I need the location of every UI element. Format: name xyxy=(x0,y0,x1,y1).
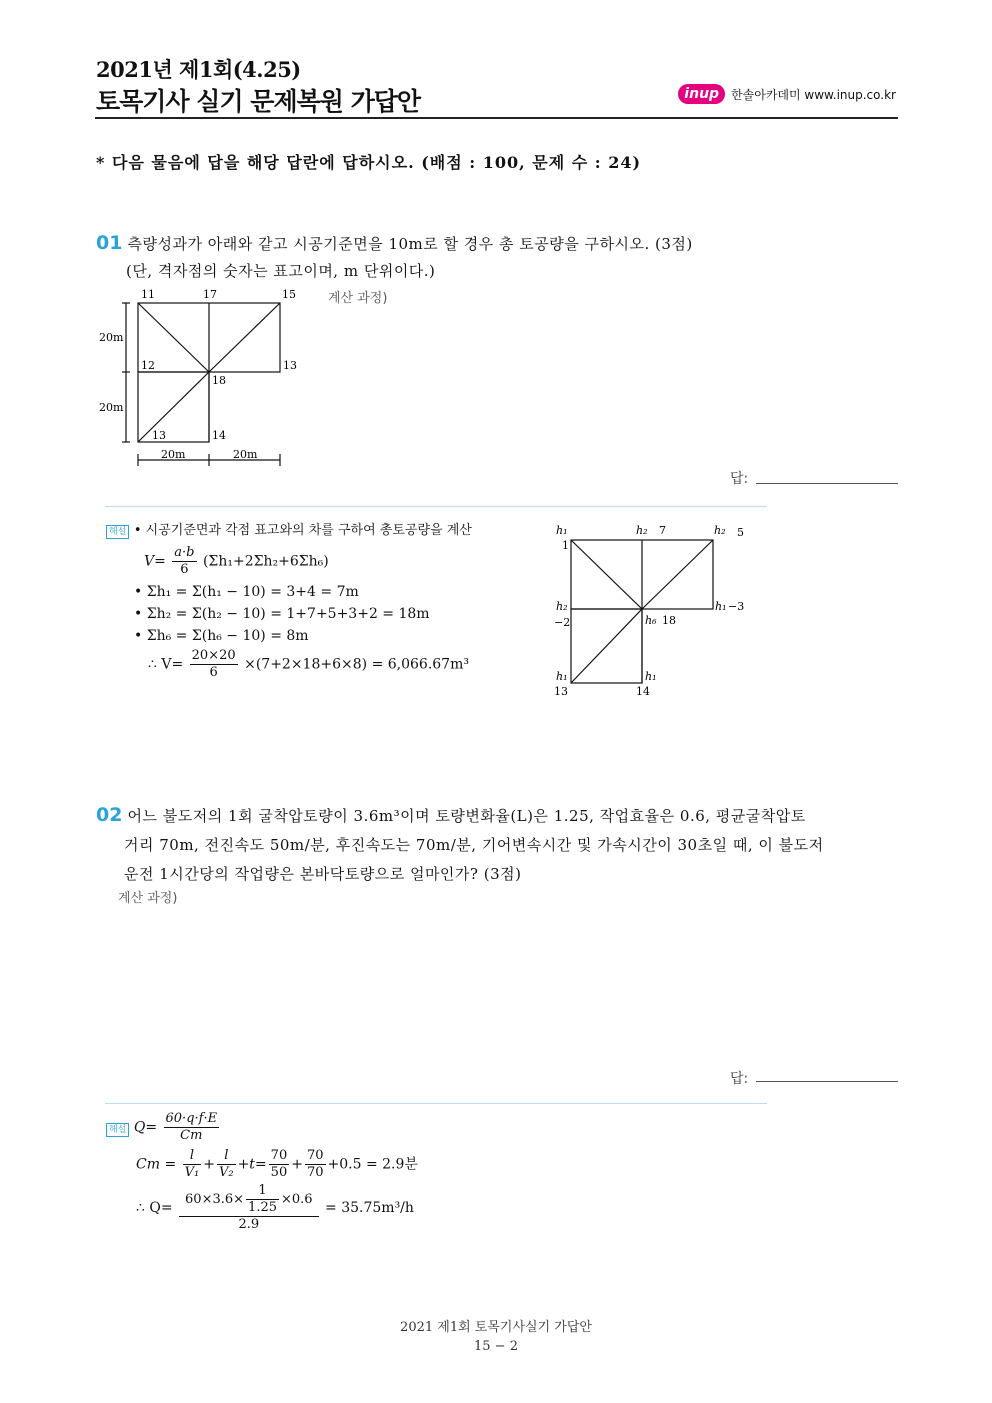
height-label: 15 xyxy=(282,288,296,301)
result-rhs: ×(7+2×18+6×8) = 6,066.67m³ xyxy=(244,656,469,673)
cm-den: V₂ xyxy=(218,1165,234,1180)
answer-blank[interactable] xyxy=(756,1081,898,1082)
fig-label: 1 xyxy=(562,539,569,552)
height-label: 18 xyxy=(212,374,226,387)
formula-den: 6 xyxy=(180,562,189,577)
cm-result: +0.5 = 2.9분 xyxy=(327,1156,418,1173)
inner-den: 1.25 xyxy=(248,1200,277,1215)
height-label: 17 xyxy=(203,288,217,301)
question-number: 01 xyxy=(96,232,123,254)
formula-rhs: (Σh₁+2Σh₂+6Σh₆) xyxy=(202,553,329,570)
header-divider xyxy=(95,117,898,119)
height-label: 11 xyxy=(141,288,155,301)
q1-grid-figure xyxy=(95,284,310,469)
question-2 xyxy=(96,802,906,889)
question-text: 어느 불도저의 1회 굴착압토량이 3.6m³이며 토량변화율(L)은 1.25, 작업효율은 0.6, 평균굴착압토 xyxy=(127,807,806,825)
cm-num: 70 xyxy=(270,1148,288,1163)
q1-solution xyxy=(106,519,546,681)
footer-title: 2021 제1회 토목기사실기 가답안 xyxy=(400,1320,592,1335)
fig-label: 7 xyxy=(659,524,666,537)
result-num-b: ×0.6 xyxy=(281,1192,313,1207)
cm-num: 70 xyxy=(306,1148,324,1163)
dimension-label: 20m xyxy=(233,448,258,461)
question-text: 운전 1시간당의 작업량은 본바닥토량으로 얼마인가? (3점) xyxy=(124,865,522,883)
formula-num: a·b xyxy=(174,545,195,560)
cm-den: 50 xyxy=(270,1165,288,1180)
instructions: * 다음 물음에 답을 해당 답란에 답하시오. (배점 : 100, 문제 수 : 24) xyxy=(96,153,642,172)
q-num: 60·q·f·E xyxy=(165,1111,218,1126)
cm-den: V₁ xyxy=(184,1165,200,1180)
cm-fraction xyxy=(305,1148,326,1181)
result-rhs: = 35.75m³/h xyxy=(325,1200,414,1216)
dimension-label: 20m xyxy=(161,448,186,461)
question-text: 측량성과가 아래와 같고 시공기준면을 10m로 할 경우 총 토공량을 구하시오. (3점) xyxy=(127,235,693,253)
fig-label: 14 xyxy=(636,685,650,698)
inner-num: 1 xyxy=(246,1183,279,1200)
page-number: 15 − 2 xyxy=(474,1339,518,1354)
fig-label: −2 xyxy=(554,616,571,629)
cm-lhs: Cm = xyxy=(136,1156,177,1173)
result-lhs: ∴ Q= xyxy=(136,1200,173,1216)
height-label: 13 xyxy=(283,359,297,372)
solution-badge: 해설 xyxy=(106,525,129,539)
q-fraction xyxy=(164,1111,220,1144)
q1-solution-figure xyxy=(550,520,760,702)
result-fraction xyxy=(190,648,238,681)
page-title: 토목기사 실기 문제복원 가답안 xyxy=(96,87,421,116)
q-lhs: Q= xyxy=(133,1119,158,1136)
fig-label: −3 xyxy=(728,600,745,613)
exam-session: 2021년 제1회(4.25) xyxy=(96,57,301,82)
result-num: 20×20 xyxy=(191,648,236,663)
fig-label: h₂ xyxy=(636,524,648,537)
cm-fraction xyxy=(269,1148,290,1181)
plus-sign: + xyxy=(291,1156,303,1173)
solution-divider xyxy=(105,506,767,507)
solution-intro: • 시공기준면과 각점 표고와의 차를 구하여 총토공량을 계산 xyxy=(133,523,472,538)
fig-label: h₂ xyxy=(556,600,568,613)
solution-divider xyxy=(105,1103,767,1104)
question-number: 02 xyxy=(96,804,123,826)
solution-badge: 해설 xyxy=(106,1123,129,1137)
dimension-label: 20m xyxy=(99,331,124,344)
result-lhs: ∴ V= xyxy=(148,656,184,673)
result-fraction xyxy=(179,1183,319,1233)
result-num-a: 60×3.6× xyxy=(185,1192,245,1207)
solution-line: • Σh₂ = Σ(h₂ − 10) = 1+7+5+3+2 = 18m xyxy=(134,606,430,622)
cm-mid: +t= xyxy=(237,1156,267,1173)
q2-solution xyxy=(106,1111,626,1233)
result-den: 2.9 xyxy=(238,1217,260,1232)
result-den: 6 xyxy=(209,665,218,680)
fig-label: 13 xyxy=(554,685,568,698)
cm-num: l xyxy=(217,1148,236,1165)
question-text: 거리 70m, 전진속도 50m/분, 후진속도는 70m/분, 기어변속시간 및 가속시간이 30초일 때, 이 불도저 xyxy=(124,836,824,854)
answer-label: 답: xyxy=(730,1071,749,1087)
height-label: 14 xyxy=(212,429,226,442)
brand-text: 한솔아카데미 www.inup.co.kr xyxy=(731,87,896,102)
fig-label: h₁ xyxy=(556,524,568,537)
fig-label: h₆ xyxy=(645,614,657,627)
fig-label: h₁ xyxy=(715,600,727,613)
q-den: Cm xyxy=(180,1128,203,1143)
calc-label: 계산 과정) xyxy=(118,891,178,906)
solution-line: • Σh₆ = Σ(h₆ − 10) = 8m xyxy=(134,628,309,644)
answer-label: 답: xyxy=(730,471,749,487)
brand xyxy=(678,84,896,104)
question-1 xyxy=(96,230,693,259)
plus-sign: + xyxy=(203,1156,215,1173)
calc-label: 계산 과정) xyxy=(328,291,388,306)
solution-line: • Σh₁ = Σ(h₁ − 10) = 3+4 = 7m xyxy=(134,584,359,600)
dimension-label: 20m xyxy=(99,401,124,414)
fig-label: h₁ xyxy=(556,670,568,683)
fig-label: 18 xyxy=(662,614,676,627)
cm-fraction xyxy=(217,1148,236,1181)
fig-label: 5 xyxy=(737,526,744,539)
height-label: 13 xyxy=(152,429,166,442)
formula-lhs: V= xyxy=(144,553,166,570)
height-label: 12 xyxy=(141,359,155,372)
fig-label: h₂ xyxy=(714,524,726,537)
cm-fraction xyxy=(183,1148,202,1181)
question-note: (단, 격자점의 숫자는 표고이며, m 단위이다.) xyxy=(126,262,436,280)
answer-blank[interactable] xyxy=(756,483,898,484)
formula-fraction xyxy=(172,545,196,578)
inup-logo: inup xyxy=(678,84,725,104)
cm-den: 70 xyxy=(306,1165,324,1180)
cm-num: l xyxy=(183,1148,202,1165)
fig-label: h₁ xyxy=(645,670,657,683)
inner-fraction xyxy=(246,1183,279,1216)
